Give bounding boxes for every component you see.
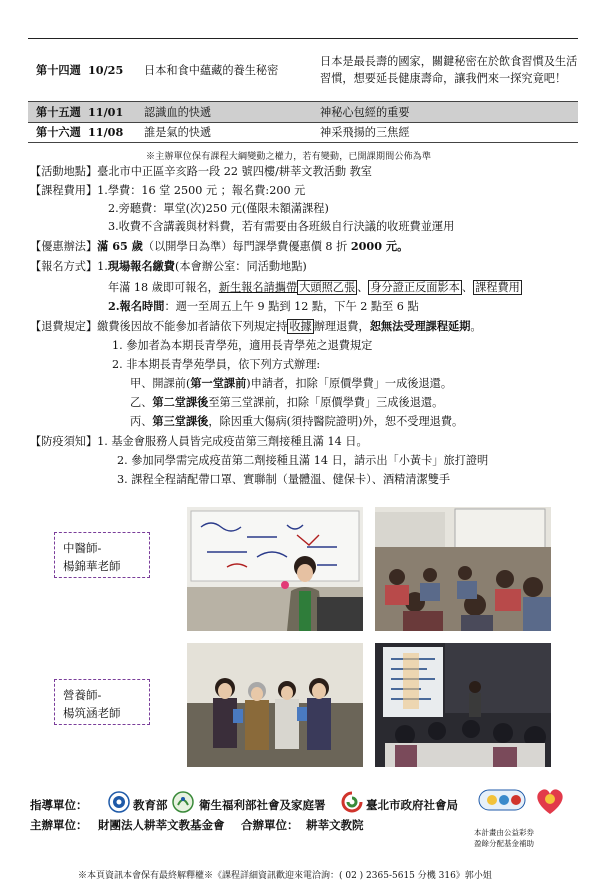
discount-line (30, 238, 408, 255)
doc-photo: 大頭照乙張 (299, 281, 356, 294)
co-host-org: 耕莘文教院 (306, 818, 364, 832)
refund-case-b (130, 394, 443, 411)
separator: 、 (357, 281, 369, 294)
lecture-photo-4 (375, 643, 551, 767)
register-method: 現場報名繳費 (107, 259, 175, 273)
org-taipei-social: 臺北市政府社會局 (366, 798, 458, 812)
receipt-box: 收據 (289, 320, 312, 333)
topic-description: 日本是最長壽的國家，關鍵秘密在於飲食習慣及生活習慣，想要延長健康壽命，讓我們來一探究竟吧！ (320, 55, 578, 85)
teacher-label-1 (54, 532, 150, 578)
fee-item: 2.旁聽費：單堂(次)250 元(僅限未額滿課程) (108, 202, 329, 215)
location-text: 臺北市中正區辛亥路一段 22 號四樓/耕莘文教活動 教室 (97, 165, 372, 178)
schedule-row (28, 39, 578, 102)
refund-case-bold: 第三堂課後 (152, 414, 209, 428)
welfare-logo-icon (172, 791, 194, 817)
fee-line (30, 182, 305, 199)
refund-case-bold: 第一堂課前 (190, 376, 247, 390)
register-age: 年滿 18 歲即可報名， (108, 281, 219, 294)
section-label: 【防疫須知】 (30, 435, 98, 448)
lecture-photo-3 (187, 643, 363, 767)
teacher-title: 中醫師- (63, 541, 102, 555)
guide-label: 指導單位： (30, 798, 88, 812)
teacher-name: 楊錦華老師 (63, 559, 121, 573)
no-postpone: 恕無法受理課程延期 (369, 319, 471, 333)
section-label: 【活動地點】 (30, 165, 98, 178)
refund-rule: 1. 參加者為本期長青學苑，適用長青學苑之退費規定 (112, 339, 373, 352)
epidemic-rule: 3. 課程全程請配帶口罩、實聯制（量體溫、健保卡）、酒精清潔雙手 (117, 473, 451, 486)
section-label: 【課程費用】 (30, 184, 98, 197)
register-time-line (108, 298, 419, 315)
bottom-note: ※本頁資訊本會保有最終解釋權※《課程詳細資訊歡迎來電洽詢：( 02 ) 2365-5615 分機 316》郭小姐 (78, 871, 492, 881)
lottery-note-line: 盈餘分配基金補助 (474, 839, 534, 848)
co-host-label: 合辦單位： (241, 818, 299, 832)
epidemic-line (30, 433, 368, 450)
fee-item: 1.學費：16 堂 2500 元 ；報名費:200 元 (97, 184, 306, 197)
ministry-logo-icon (108, 791, 130, 817)
fee-item: 3.收費不含講義與材料費，若有需要由各班級自行決議的收班費並運用 (108, 220, 455, 233)
refund-case-text: ，除因重大傷病(須持醫院證明)外，恕不受理退費。 (208, 415, 464, 428)
refund-case-bold: 第二堂課後 (152, 395, 209, 409)
lottery-note (474, 827, 534, 849)
refund-line (30, 318, 482, 335)
required-docs-label: 新生報名請攜帶 (218, 281, 298, 294)
section-label: 【優惠辦法】 (30, 240, 98, 253)
section-label: 【退費規定】 (30, 320, 98, 333)
refund-case-text: )申請者，扣除「原價學費」一成後退還。 (246, 377, 453, 390)
refund-case-c (130, 413, 463, 430)
date: 11/08 (88, 125, 124, 139)
lottery-logo-icon (478, 788, 526, 816)
refund-case-a (130, 375, 452, 392)
separator: 、 (461, 281, 474, 294)
week-label: 第十六週 (36, 125, 81, 139)
discount-price: 2000 元。 (350, 239, 409, 253)
discount-age: 滿 65 歲 (97, 239, 143, 253)
doc-id-copy: 身分證正反面影本 (370, 281, 460, 294)
register-place: (本會辦公室：同活動地點) (174, 260, 307, 273)
refund-case-text: 乙、 (130, 396, 153, 409)
lecture-photo-2 (375, 507, 551, 631)
date: 11/01 (88, 104, 124, 119)
refund-case-text: 甲、開課前( (130, 377, 191, 390)
topic: 認識血的快遞 (144, 105, 212, 119)
taipei-city-logo-icon (340, 790, 364, 818)
register-requirements (108, 279, 522, 296)
section-label: 【報名方式】 (30, 260, 98, 273)
refund-text: 。 (470, 320, 482, 333)
schedule-row (28, 102, 578, 123)
schedule-note: ※主辦單位保有課程大綱變動之權力，若有變動，已開課期間公佈為準 (146, 152, 432, 162)
heart-logo-icon (532, 786, 568, 820)
doc-fee: 課程費用 (475, 281, 520, 294)
register-time: ：週一至周五上午 9 點到 12 點，下午 2 點至 6 點 (164, 300, 419, 313)
teacher-title: 營養師- (63, 688, 102, 702)
teacher-name: 楊筑涵老師 (63, 706, 121, 720)
topic-description: 神秘心包經的重要 (320, 105, 410, 119)
refund-case-text: 至第三堂課前，扣除「原價學費」三成後退還。 (208, 396, 444, 409)
topic: 誰是氣的快遞 (144, 126, 212, 139)
org-education: 教育部 (133, 798, 168, 812)
list-number: 1. (97, 260, 108, 273)
date: 10/25 (88, 62, 124, 77)
refund-text: 辦理退費， (313, 320, 370, 333)
register-time-label: 2.報名時間 (108, 299, 165, 313)
week-label: 第十四週 (36, 62, 81, 77)
discount-text: （以開學日為準）每門課學費優惠價 8 折 (142, 240, 351, 253)
topic: 日本和食中蘊藏的養生秘密 (144, 63, 279, 77)
host-org: 財團法人耕莘文教基金會 (98, 818, 225, 832)
epidemic-rule: 2. 參加同學需完成疫苗第二劑接種且滿 14 日，請示出「小黃卡」旅打證明 (117, 454, 489, 467)
register-line (30, 258, 307, 275)
refund-text: 繳費後因故不能參加者請依下列規定持 (97, 320, 288, 333)
topic-description: 神采飛揚的三焦經 (320, 126, 410, 139)
schedule-row (28, 123, 578, 143)
org-welfare: 衛生福利部社會及家庭署 (199, 798, 326, 812)
schedule-table (28, 38, 578, 143)
refund-rule: 2. 非本期長青學苑學員，依下列方式辦理: (112, 358, 321, 371)
location-line (30, 163, 372, 180)
epidemic-rule: 1. 基金會服務人員皆完成疫苗第三劑接種且滿 14 日。 (97, 435, 368, 448)
lecture-photo-1 (187, 507, 363, 631)
host-label: 主辦單位： (30, 818, 88, 832)
teacher-label-2 (54, 679, 150, 725)
refund-case-text: 丙、 (130, 415, 153, 428)
lottery-note-line: 本計畫由公益彩券 (474, 828, 534, 837)
week-label: 第十五週 (36, 104, 81, 119)
